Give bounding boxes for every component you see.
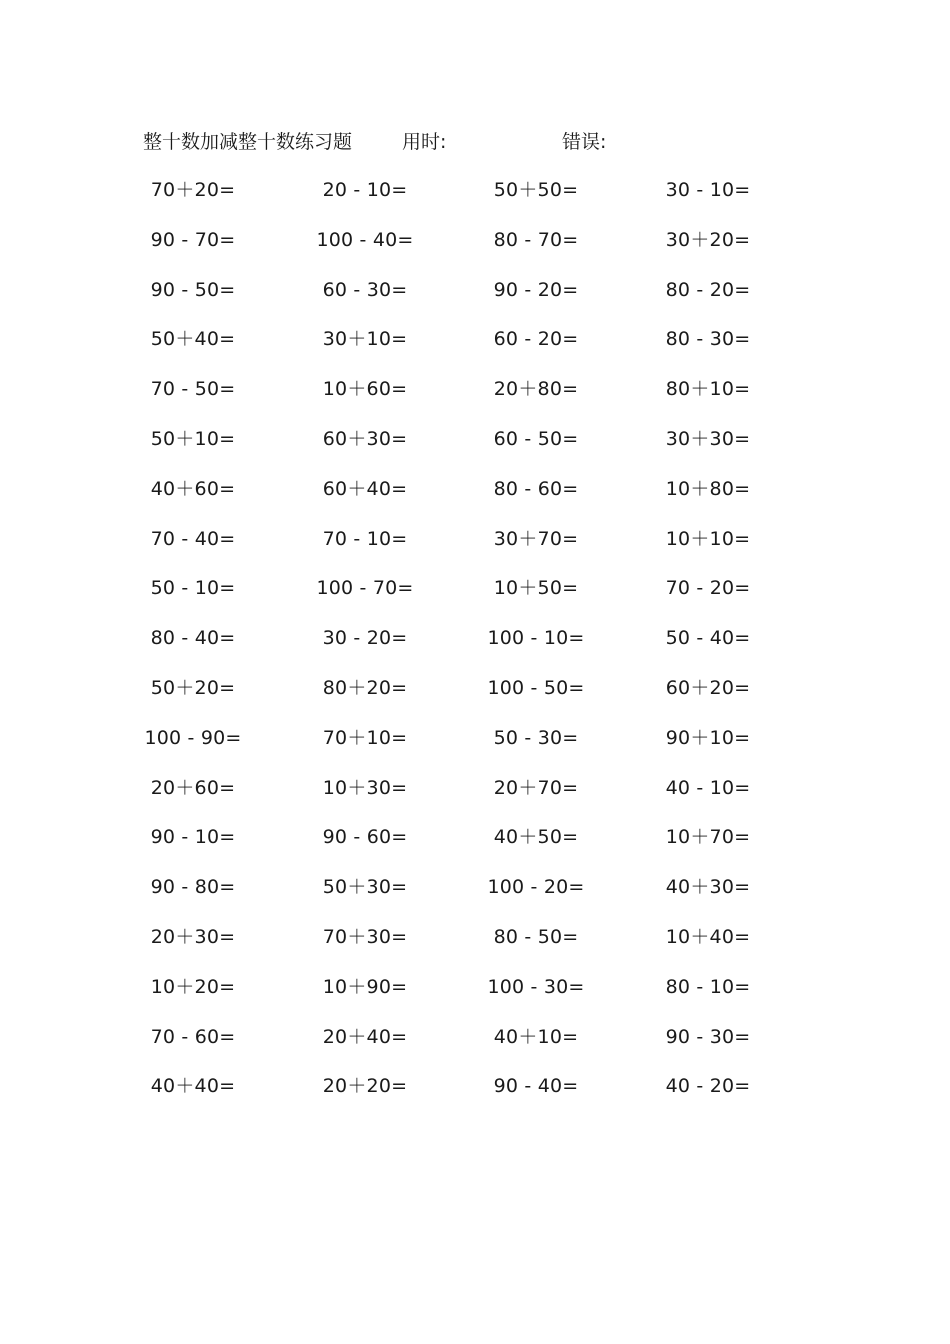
worksheet-title: 整十数加减整十数练习题: [143, 131, 353, 153]
problem-row: [0, 523, 950, 573]
math-problem: 40＋30=: [665, 876, 751, 899]
problem-row: [0, 971, 950, 1021]
math-problem: 40＋50=: [493, 826, 579, 849]
math-problem: 60 - 30=: [322, 278, 408, 301]
problem-row: [0, 473, 950, 523]
math-problem: 30＋70=: [493, 527, 579, 550]
math-problem: 20＋70=: [493, 776, 579, 799]
math-problem: 80 - 40=: [150, 627, 236, 650]
problem-row: [0, 921, 950, 971]
math-problem: 80 - 50=: [493, 925, 579, 948]
math-problem: 70 - 60=: [150, 1025, 236, 1048]
math-problem: 10＋70=: [665, 826, 751, 849]
math-problem: 80 - 10=: [665, 975, 751, 998]
math-problem: 100 - 50=: [487, 676, 585, 699]
math-problem: 60＋40=: [322, 477, 408, 500]
problem-row: [0, 871, 950, 921]
problem-row: [0, 772, 950, 822]
math-problem: 10＋40=: [665, 925, 751, 948]
math-problem: 20＋30=: [150, 925, 236, 948]
math-problem: 80＋20=: [322, 676, 408, 699]
problem-row: [0, 572, 950, 622]
errors-label: 错误:: [562, 131, 607, 153]
math-problem: 70 - 10=: [322, 527, 408, 550]
math-problem: 50＋30=: [322, 876, 408, 899]
math-problem: 100 - 30=: [487, 975, 585, 998]
math-problem: 50＋20=: [150, 676, 236, 699]
math-problem: 100 - 10=: [487, 627, 585, 650]
math-problem: 90 - 10=: [150, 826, 236, 849]
math-problem: 30 - 10=: [665, 179, 751, 201]
math-problem: 70＋20=: [150, 179, 236, 201]
math-problem: 20 - 10=: [322, 179, 408, 201]
math-problem: 30 - 20=: [322, 627, 408, 650]
problem-row: [0, 224, 950, 274]
math-problem: 50＋50=: [493, 179, 579, 201]
math-problem: 50 - 10=: [150, 577, 236, 600]
math-problem: 70＋10=: [322, 726, 408, 749]
problem-row: [0, 323, 950, 373]
math-problem: 10＋80=: [665, 477, 751, 500]
math-problem: 90＋10=: [665, 726, 751, 749]
math-problem: 20＋60=: [150, 776, 236, 799]
math-problem: 30＋30=: [665, 427, 751, 450]
math-problem: 90 - 20=: [493, 278, 579, 301]
math-problem: 60＋30=: [322, 427, 408, 450]
math-problem: 90 - 30=: [665, 1025, 751, 1048]
problem-row: [0, 821, 950, 871]
math-problem: 10＋50=: [493, 577, 579, 600]
time-used-label: 用时:: [402, 131, 447, 153]
math-problem: 10＋10=: [665, 527, 751, 550]
math-problem: 20＋80=: [493, 378, 579, 401]
math-problem: 40 - 20=: [665, 1075, 751, 1098]
math-problem: 40＋40=: [150, 1075, 236, 1098]
math-problem: 100 - 20=: [487, 876, 585, 899]
problem-row: [0, 672, 950, 722]
math-problem: 50 - 40=: [665, 627, 751, 650]
problem-grid: [0, 174, 950, 1120]
math-problem: 50＋40=: [150, 328, 236, 351]
math-problem: 90 - 80=: [150, 876, 236, 899]
math-problem: 20＋40=: [322, 1025, 408, 1048]
math-problem: 10＋30=: [322, 776, 408, 799]
math-problem: 60 - 50=: [493, 427, 579, 450]
math-problem: 50 - 30=: [493, 726, 579, 749]
problem-row: [0, 1070, 950, 1120]
math-problem: 80 - 30=: [665, 328, 751, 351]
math-problem: 20＋20=: [322, 1075, 408, 1098]
math-problem: 90 - 60=: [322, 826, 408, 849]
math-problem: 90 - 50=: [150, 278, 236, 301]
math-problem: 70 - 40=: [150, 527, 236, 550]
math-problem: 40＋10=: [493, 1025, 579, 1048]
math-problem: 90 - 70=: [150, 228, 236, 251]
math-problem: 70 - 20=: [665, 577, 751, 600]
math-problem: 100 - 40=: [316, 228, 414, 251]
problem-row: [0, 622, 950, 672]
problem-row: [0, 1021, 950, 1071]
math-problem: 60 - 20=: [493, 328, 579, 351]
math-problem: 10＋60=: [322, 378, 408, 401]
problem-row: [0, 174, 950, 224]
math-problem: 70＋30=: [322, 925, 408, 948]
math-problem: 90 - 40=: [493, 1075, 579, 1098]
math-problem: 80＋10=: [665, 378, 751, 401]
math-problem: 10＋90=: [322, 975, 408, 998]
math-problem: 30＋10=: [322, 328, 408, 351]
math-problem: 40 - 10=: [665, 776, 751, 799]
problem-row: [0, 274, 950, 324]
math-problem: 50＋10=: [150, 427, 236, 450]
math-problem: 60＋20=: [665, 676, 751, 699]
problem-row: [0, 722, 950, 772]
math-problem: 80 - 60=: [493, 477, 579, 500]
problem-row: [0, 373, 950, 423]
math-problem: 10＋20=: [150, 975, 236, 998]
math-problem: 80 - 20=: [665, 278, 751, 301]
math-problem: 70 - 50=: [150, 378, 236, 401]
problem-row: [0, 423, 950, 473]
math-problem: 40＋60=: [150, 477, 236, 500]
math-problem: 80 - 70=: [493, 228, 579, 251]
math-problem: 30＋20=: [665, 228, 751, 251]
math-problem: 100 - 70=: [316, 577, 414, 600]
math-problem: 100 - 90=: [144, 726, 242, 749]
